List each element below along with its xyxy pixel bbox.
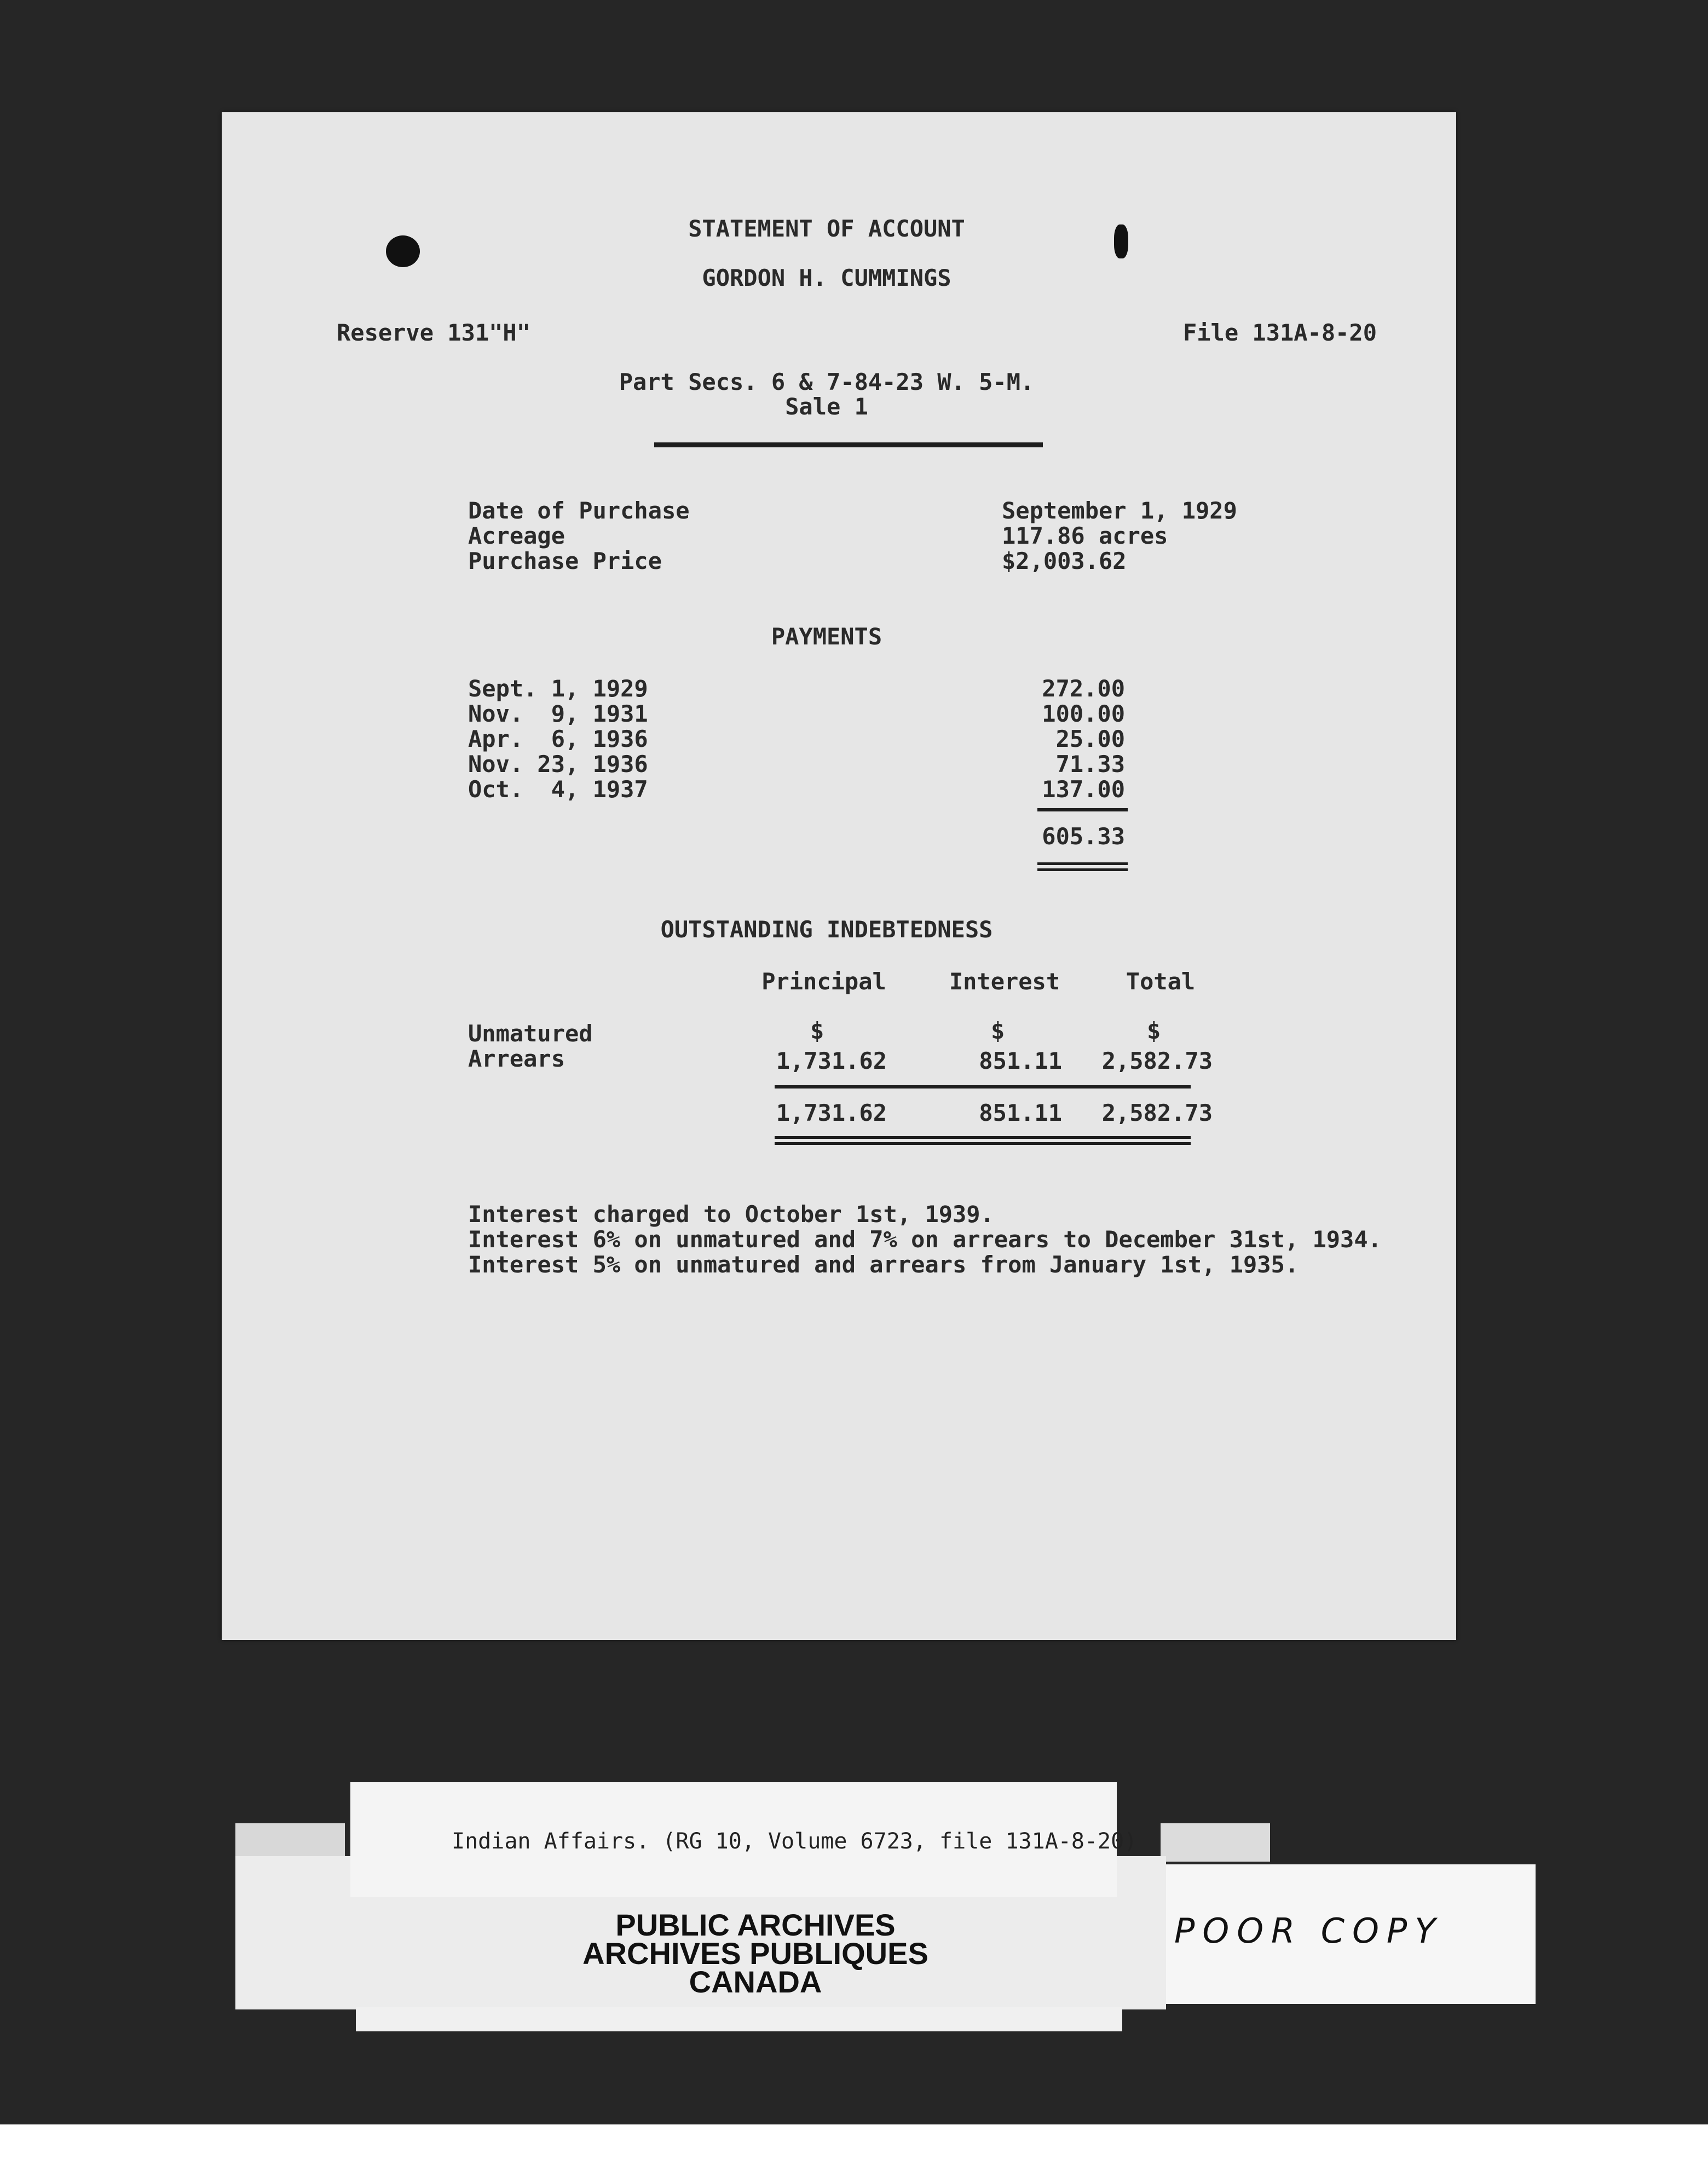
parcel-description: Part Secs. 6 & 7-84-23 W. 5-M. [619, 368, 1035, 395]
total-principal: 1,731.62 [776, 1099, 887, 1126]
date-of-purchase-label: Date of Purchase [468, 497, 690, 524]
ink-stain [1114, 224, 1128, 258]
ink-blot [386, 235, 420, 267]
statement-title: STATEMENT OF ACCOUNT [688, 215, 965, 242]
total-interest: 851.11 [979, 1099, 1062, 1126]
file-number: File 131A-8-20 [1182, 319, 1377, 346]
acreage-label: Acreage [468, 522, 566, 549]
payments-total-double-rule [1037, 862, 1128, 871]
reference-card-strip [356, 2007, 1122, 2031]
payment-amount: 100.00 [1042, 700, 1125, 727]
payment-amount: 272.00 [1042, 675, 1125, 702]
interest-column-header: Interest [949, 968, 1060, 995]
payment-amount: 137.00 [1042, 776, 1125, 803]
account-holder-name: GORDON H. CUMMINGS [702, 264, 951, 291]
principal-dollar-sign: $ [810, 1017, 824, 1044]
indebtedness-total-double-rule [775, 1136, 1191, 1145]
date-of-purchase-value: September 1, 1929 [1002, 497, 1237, 524]
purchase-price-value: $2,003.62 [1002, 548, 1127, 574]
payment-date: Nov. 23, 1936 [468, 751, 648, 778]
payments-sum-rule [1037, 808, 1128, 811]
arrears-principal: 1,731.62 [776, 1047, 887, 1074]
arrears-interest: 851.11 [979, 1047, 1062, 1074]
total-column-header: Total [1126, 968, 1196, 995]
archive-stamp-line: PUBLIC ARCHIVES [615, 1908, 896, 1942]
payment-amount: 71.33 [1055, 751, 1125, 778]
archive-stamp-line: CANADA [689, 1965, 822, 1999]
purchase-price-label: Purchase Price [468, 548, 662, 574]
label-tab [1161, 1823, 1270, 1862]
acreage-value: 117.86 acres [1002, 522, 1168, 549]
payment-date: Oct. 4, 1937 [468, 776, 648, 803]
sale-number: Sale 1 [785, 393, 868, 420]
archive-stamp [536, 1908, 974, 1999]
heading-rule [654, 442, 1043, 447]
payment-amount: 25.00 [1055, 725, 1125, 752]
interest-note: Interest 5% on unmatured and arrears from January 1st, 1935. [468, 1251, 1299, 1278]
interest-note: Interest 6% on unmatured and 7% on arrears to December 31st, 1934. [468, 1226, 1382, 1253]
interest-note: Interest charged to October 1st, 1939. [468, 1201, 994, 1228]
reserve-number: Reserve 131"H" [337, 319, 531, 346]
payments-total: 605.33 [1042, 823, 1125, 850]
arrears-label: Arrears [468, 1045, 566, 1072]
payment-date: Nov. 9, 1931 [468, 700, 648, 727]
unmatured-label: Unmatured [468, 1020, 593, 1047]
principal-column-header: Principal [761, 968, 886, 995]
payments-heading: PAYMENTS [771, 623, 882, 650]
total-dollar-sign: $ [1147, 1017, 1161, 1044]
poor-copy-stamp: POOR COPY [1174, 1911, 1444, 1951]
indebtedness-heading: OUTSTANDING INDEBTEDNESS [660, 916, 993, 943]
archive-reference: Indian Affairs. (RG 10, Volume 6723, file 131A-8-20) [452, 1829, 1138, 1854]
arrears-total: 2,582.73 [1101, 1047, 1213, 1074]
payment-date: Apr. 6, 1936 [468, 725, 648, 752]
grand-total: 2,582.73 [1101, 1099, 1213, 1126]
payment-date: Sept. 1, 1929 [468, 675, 648, 702]
document-page [222, 112, 1456, 1640]
indebtedness-sum-rule [775, 1085, 1191, 1088]
archive-stamp-line: ARCHIVES PUBLIQUES [582, 1936, 928, 1971]
interest-dollar-sign: $ [991, 1017, 1005, 1044]
